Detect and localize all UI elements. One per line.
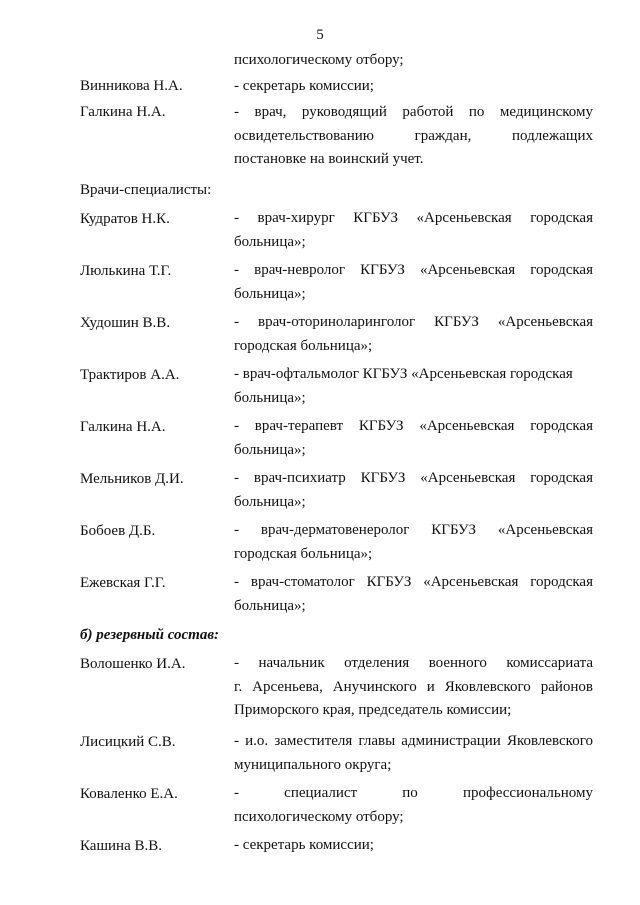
desc-line: - секретарь комиссии; xyxy=(234,837,374,853)
specialist-name: Люлькина Т.Г. xyxy=(80,263,172,279)
reserve-role xyxy=(234,652,593,723)
desc-line: больница»; xyxy=(234,493,306,510)
desc-line: городская больница»; xyxy=(234,545,373,562)
desc-line: - врач-офтальмолог КГБУЗ «Арсеньевская городская xyxy=(234,366,573,382)
desc-line: г. Арсеньева, Анучинского и Яковлевского районов xyxy=(234,678,593,695)
desc-line: - врач-психиатр КГБУЗ «Арсеньевская городская xyxy=(234,470,593,486)
desc-line: - секретарь комиссии; xyxy=(234,78,374,94)
member-name: Галкина Н.А. xyxy=(80,104,166,120)
desc-line: муниципального округа; xyxy=(234,756,392,773)
desc-line: - врач-терапевт КГБУЗ «Арсеньевская городская xyxy=(234,418,593,434)
desc-line: - начальник отделения военного комиссариата xyxy=(234,655,593,671)
member-role xyxy=(234,75,593,99)
desc-line: - и.о. заместителя главы администрации Яковлевского xyxy=(234,733,593,749)
specialist-role xyxy=(234,259,593,306)
specialist-name: Бобоев Д.Б. xyxy=(80,523,156,539)
specialist-name: Галкина Н.А. xyxy=(80,419,166,435)
specialist-role xyxy=(234,363,584,410)
desc-line: - врач, руководящий работой по медицинскому xyxy=(234,104,593,120)
specialist-name: Мельников Д.И. xyxy=(80,471,184,487)
specialist-role xyxy=(234,519,593,566)
specialist-role xyxy=(234,207,593,254)
specialist-name: Ежевская Г.Г. xyxy=(80,575,166,591)
desc-line: городская больница»; xyxy=(234,337,373,354)
desc-line: - врач-дерматовенеролог КГБУЗ «Арсеньевская xyxy=(234,522,593,538)
specialist-role xyxy=(234,415,593,462)
specialist-role xyxy=(234,571,593,618)
specialist-name: Трактиров А.А. xyxy=(80,367,180,383)
desc-line: освидетельствованию граждан, подлежащих xyxy=(234,127,593,144)
desc-line: психологическому отбору; xyxy=(234,808,404,825)
desc-line: больница»; xyxy=(234,285,306,302)
specialist-name: Худошин В.В. xyxy=(80,315,171,331)
desc-line: больница»; xyxy=(234,233,306,250)
page-number: 5 xyxy=(316,27,324,43)
reserve-name: Лисицкий С.В. xyxy=(80,734,176,750)
desc-line: - врач-невролог КГБУЗ «Арсеньевская городская xyxy=(234,262,593,278)
desc-line: психологическому отбору; xyxy=(234,52,404,68)
reserve-role xyxy=(234,834,593,858)
reserve-name: Волошенко И.А. xyxy=(80,656,186,672)
desc-line: постановке на воинский учет. xyxy=(234,151,424,167)
desc-line: Приморского края, председатель комиссии; xyxy=(234,702,512,718)
desc-line: больница»; xyxy=(234,441,306,458)
desc-line: больница»; xyxy=(234,389,306,406)
specialist-role xyxy=(234,467,593,514)
desc-line: больница»; xyxy=(234,597,306,614)
specialists-heading: Врачи-специалисты: xyxy=(80,182,212,198)
desc-line: - врач-оториноларинголог КГБУЗ «Арсеньевская xyxy=(234,314,593,330)
continuation-text xyxy=(234,49,593,73)
desc-line: - врач-стоматолог КГБУЗ «Арсеньевская городская xyxy=(234,574,593,590)
reserve-role xyxy=(234,782,593,829)
reserve-name: Кашина В.В. xyxy=(80,838,162,854)
reserve-heading: б) резервный состав: xyxy=(80,627,220,643)
desc-line: - специалист по профессиональному xyxy=(234,785,593,801)
reserve-name: Коваленко Е.А. xyxy=(80,786,178,802)
specialist-name: Кудратов Н.К. xyxy=(80,211,170,227)
reserve-role xyxy=(234,730,593,777)
member-name: Винникова Н.А. xyxy=(80,78,183,94)
specialist-role xyxy=(234,311,593,358)
member-role xyxy=(234,101,593,172)
desc-line: - врач-хирург КГБУЗ «Арсеньевская городская xyxy=(234,210,593,226)
